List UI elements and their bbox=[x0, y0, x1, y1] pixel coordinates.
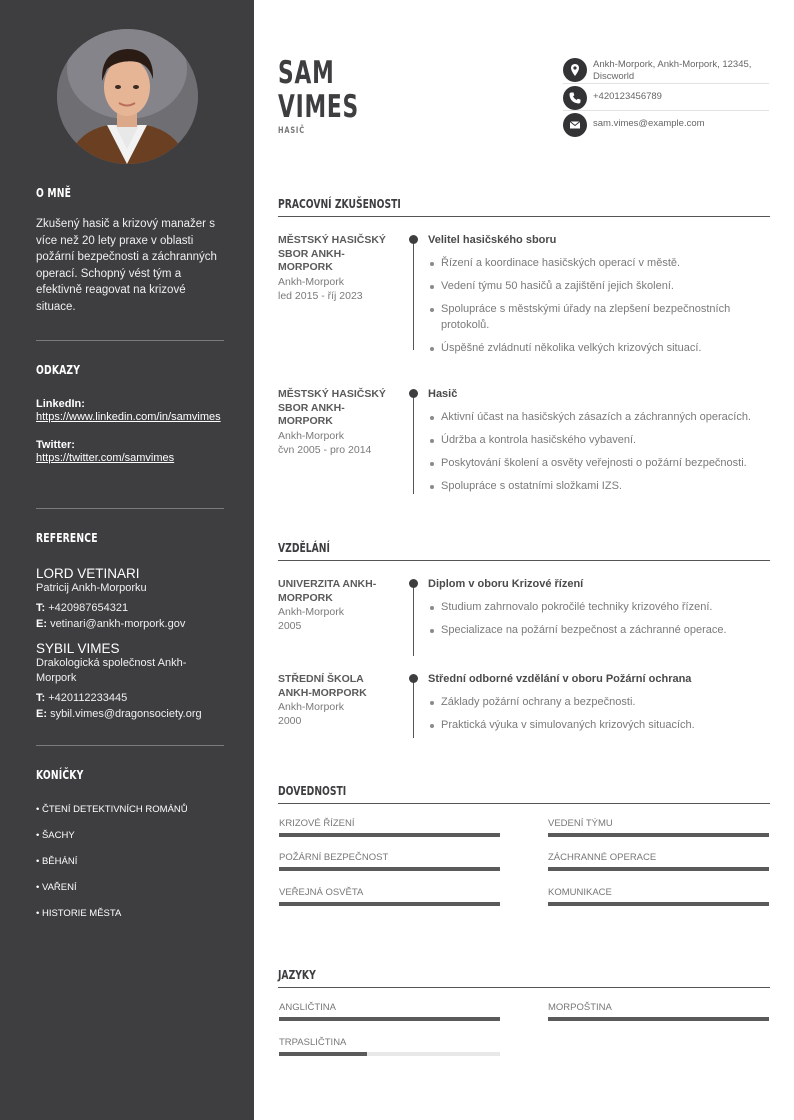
email-text: sam.vimes@example.com bbox=[593, 118, 705, 129]
references-title: REFERENCE bbox=[36, 530, 98, 545]
reference-item bbox=[36, 641, 224, 722]
language-name: TRPASLIČTINA bbox=[279, 1037, 347, 1048]
entry-dates: čvn 2005 - pro 2014 bbox=[278, 443, 372, 456]
section-rule bbox=[278, 216, 770, 217]
section-rule bbox=[278, 560, 770, 561]
bullet-item: Specializace na požární bezpečnost a záchranné operace. bbox=[428, 623, 770, 639]
reference-phone: +420112233445 bbox=[48, 691, 128, 704]
reference-email: sybil.vimes@dragonsociety.org bbox=[50, 707, 202, 720]
sidebar-divider bbox=[36, 745, 224, 746]
hobby-item: • HISTORIE MĚSTA bbox=[36, 908, 122, 919]
skill-bar bbox=[279, 902, 500, 906]
reference-name: SYBIL VIMES bbox=[36, 640, 120, 656]
entry-organization: UNIVERZITA ANKH-MORPORK bbox=[278, 578, 377, 604]
language-bar-fill bbox=[279, 1017, 500, 1021]
about-section bbox=[36, 185, 224, 316]
entry-dates: led 2015 - říj 2023 bbox=[278, 289, 363, 302]
entry-location: Ankh-Morpork bbox=[278, 275, 344, 288]
language-bar bbox=[279, 1017, 500, 1021]
skill-bar-fill bbox=[279, 902, 500, 906]
experience-entry-body bbox=[428, 387, 770, 502]
skill-item bbox=[279, 887, 500, 906]
skill-item bbox=[279, 852, 500, 871]
skill-bar bbox=[548, 833, 769, 837]
timeline-line bbox=[413, 584, 414, 656]
phone-icon bbox=[563, 86, 587, 110]
entry-role: Hasič bbox=[428, 388, 458, 400]
portrait-image bbox=[57, 29, 198, 164]
entry-role: Střední odborné vzdělání v oboru Požární ochrana bbox=[428, 673, 692, 685]
language-item bbox=[279, 1037, 500, 1056]
hobby-item: • ŠACHY bbox=[36, 830, 75, 841]
entry-organization: MĚSTSKÝ HASIČSKÝ SBOR ANKH-MORPORK bbox=[278, 234, 386, 273]
entry-location: Ankh-Morpork bbox=[278, 429, 344, 442]
first-name: SAM bbox=[278, 55, 335, 91]
linkedin-label: LinkedIn: bbox=[36, 398, 85, 410]
entry-role: Velitel hasičského sboru bbox=[428, 234, 557, 246]
language-bar-fill bbox=[279, 1052, 367, 1056]
contact-phone bbox=[563, 84, 769, 111]
bullet-item: Údržba a kontrola hasičského vybavení. bbox=[428, 433, 770, 449]
language-name: MORPOŠTINA bbox=[548, 1002, 612, 1013]
experience-entry-meta bbox=[278, 234, 396, 303]
bullet-item: Základy požární ochrany a bezpečnosti. bbox=[428, 695, 770, 711]
twitter-link[interactable]: https://twitter.com/samvimes bbox=[36, 451, 175, 464]
skills-title bbox=[278, 783, 770, 798]
skill-name: KOMUNIKACE bbox=[548, 887, 612, 898]
bullet-item: Poskytování školení a osvěty veřejnosti o požární bezpečnosti. bbox=[428, 456, 770, 472]
entry-bullets bbox=[428, 695, 770, 734]
phone-text: +420123456789 bbox=[593, 91, 662, 102]
section-rule bbox=[278, 803, 770, 804]
skill-item bbox=[548, 852, 769, 871]
entry-bullets bbox=[428, 410, 770, 495]
skill-bar-fill bbox=[548, 867, 769, 871]
bullet-item: Spolupráce s městskými úřady na zlepšení bezpečnostních protokolů. bbox=[428, 302, 770, 333]
contact-address bbox=[563, 58, 769, 84]
skill-bar bbox=[548, 867, 769, 871]
education-title bbox=[278, 540, 770, 555]
location-pin-icon bbox=[563, 58, 587, 82]
reference-org: Patricij Ankh-Morporku bbox=[36, 582, 147, 594]
sidebar-divider bbox=[36, 340, 224, 341]
bullet-item: Praktická výuka v simulovaných krizových situacích. bbox=[428, 718, 770, 734]
reference-email: vetinari@ankh-morpork.gov bbox=[50, 617, 186, 630]
hobbies-title: KONÍČKY bbox=[36, 767, 84, 782]
job-title: HASIČ bbox=[278, 126, 305, 136]
experience-entry-body bbox=[428, 233, 770, 364]
language-item bbox=[279, 1002, 500, 1021]
bullet-item: Aktivní účast na hasičských zásazích a záchranných operacích. bbox=[428, 410, 770, 426]
contact-email bbox=[563, 111, 769, 139]
reference-item bbox=[36, 566, 224, 632]
reference-org: Drakologická společnost Ankh-Morpork bbox=[36, 656, 187, 684]
profile-photo bbox=[57, 29, 198, 164]
entry-dates: 2000 bbox=[278, 715, 302, 727]
email-label: E: bbox=[36, 617, 47, 630]
language-bar bbox=[548, 1017, 769, 1021]
entry-dates: 2005 bbox=[278, 620, 302, 632]
bullet-item: Vedení týmu 50 hasičů a zajištění jejich školení. bbox=[428, 279, 770, 295]
education-entry-body bbox=[428, 577, 770, 646]
hobby-item: • BĚHÁNÍ bbox=[36, 856, 78, 867]
bullet-item: Spolupráce s ostatními složkami IZS. bbox=[428, 479, 770, 495]
language-item bbox=[548, 1002, 769, 1021]
languages-title-text: JAZYKY bbox=[278, 967, 316, 982]
timeline-dot bbox=[409, 235, 418, 244]
timeline-line bbox=[413, 676, 414, 738]
bullet-item: Studium zahrnovalo pokročilé techniky krizového řízení. bbox=[428, 600, 770, 616]
contact-list bbox=[563, 58, 769, 139]
entry-location: Ankh-Morpork bbox=[278, 701, 344, 713]
skill-bar-fill bbox=[548, 833, 769, 837]
section-rule bbox=[278, 987, 770, 988]
experience-title-text: PRACOVNÍ ZKUŠENOSTI bbox=[278, 196, 401, 211]
sidebar bbox=[0, 0, 254, 1120]
entry-organization: MĚSTSKÝ HASIČSKÝ SBOR ANKH-MORPORK bbox=[278, 388, 386, 427]
skill-name: VEŘEJNÁ OSVĚTA bbox=[279, 887, 364, 898]
linkedin-link[interactable]: https://www.linkedin.com/in/samvimes bbox=[36, 411, 221, 423]
education-entry-meta bbox=[278, 578, 396, 633]
experience-entry-meta bbox=[278, 388, 396, 457]
address-text: Ankh-Morpork, Ankh-Morpork, 12345, Discworld bbox=[593, 59, 752, 82]
entry-organization: STŘEDNÍ ŠKOLA ANKH-MORPORK bbox=[278, 673, 367, 699]
phone-label: T: bbox=[36, 601, 46, 614]
education-entry-meta bbox=[278, 673, 396, 728]
language-name: ANGLIČTINA bbox=[279, 1002, 337, 1013]
language-bar bbox=[279, 1052, 500, 1056]
skill-bar-fill bbox=[279, 867, 500, 871]
bullet-item: Úspěšné zvládnutí několika velkých krizových situací. bbox=[428, 341, 770, 357]
hobby-item: • ČTENÍ DETEKTIVNÍCH ROMÁNŮ bbox=[36, 804, 188, 815]
references-section bbox=[36, 530, 224, 722]
skill-item bbox=[279, 818, 500, 837]
skill-name: POŽÁRNÍ BEZPEČNOST bbox=[279, 852, 389, 863]
experience-title bbox=[278, 196, 770, 211]
timeline-line bbox=[413, 390, 414, 494]
sidebar-divider bbox=[36, 508, 224, 509]
skill-bar bbox=[548, 902, 769, 906]
email-label: E: bbox=[36, 707, 47, 720]
skill-bar bbox=[279, 867, 500, 871]
skill-item bbox=[548, 818, 769, 837]
twitter-label: Twitter: bbox=[36, 438, 75, 451]
skill-bar-fill bbox=[548, 902, 769, 906]
skill-name: VEDENÍ TÝMU bbox=[548, 818, 613, 829]
name-block bbox=[278, 56, 382, 136]
about-title: O MNĚ bbox=[36, 185, 72, 200]
education-entry-body bbox=[428, 672, 770, 741]
timeline-dot bbox=[409, 579, 418, 588]
last-name: VIMES bbox=[278, 89, 360, 125]
entry-location: Ankh-Morpork bbox=[278, 606, 344, 618]
skills-title-text: DOVEDNOSTI bbox=[278, 783, 347, 798]
timeline-dot bbox=[409, 674, 418, 683]
reference-phone: +420987654321 bbox=[48, 601, 129, 614]
hobby-item: • VAŘENÍ bbox=[36, 882, 77, 893]
skill-bar bbox=[279, 833, 500, 837]
entry-bullets bbox=[428, 600, 770, 639]
skill-name: ZÁCHRANNÉ OPERACE bbox=[548, 852, 657, 863]
phone-label: T: bbox=[36, 691, 46, 704]
entry-role: Diplom v oboru Krizové řízení bbox=[428, 578, 584, 590]
hobbies-section bbox=[36, 767, 224, 932]
language-bar-fill bbox=[548, 1017, 769, 1021]
entry-bullets bbox=[428, 256, 770, 356]
education-title-text: VZDĚLÁNÍ bbox=[278, 540, 330, 555]
languages-title bbox=[278, 967, 770, 982]
envelope-icon bbox=[563, 113, 587, 137]
timeline-line bbox=[413, 240, 414, 350]
links-section bbox=[36, 362, 224, 466]
skill-bar-fill bbox=[279, 833, 500, 837]
links-title: ODKAZY bbox=[36, 362, 81, 377]
skill-item bbox=[548, 887, 769, 906]
timeline-dot bbox=[409, 389, 418, 398]
skill-name: KRIZOVÉ ŘÍZENÍ bbox=[279, 818, 355, 829]
bullet-item: Řízení a koordinace hasičských operací v městě. bbox=[428, 256, 770, 272]
about-text: Zkušený hasič a krizový manažer s více než 20 lety praxe v oblasti požární bezpečnosti a záchranných operací. Schopný vést tým a efektivně reagovat na krizové situace. bbox=[36, 218, 217, 313]
reference-name: LORD VETINARI bbox=[36, 566, 140, 581]
